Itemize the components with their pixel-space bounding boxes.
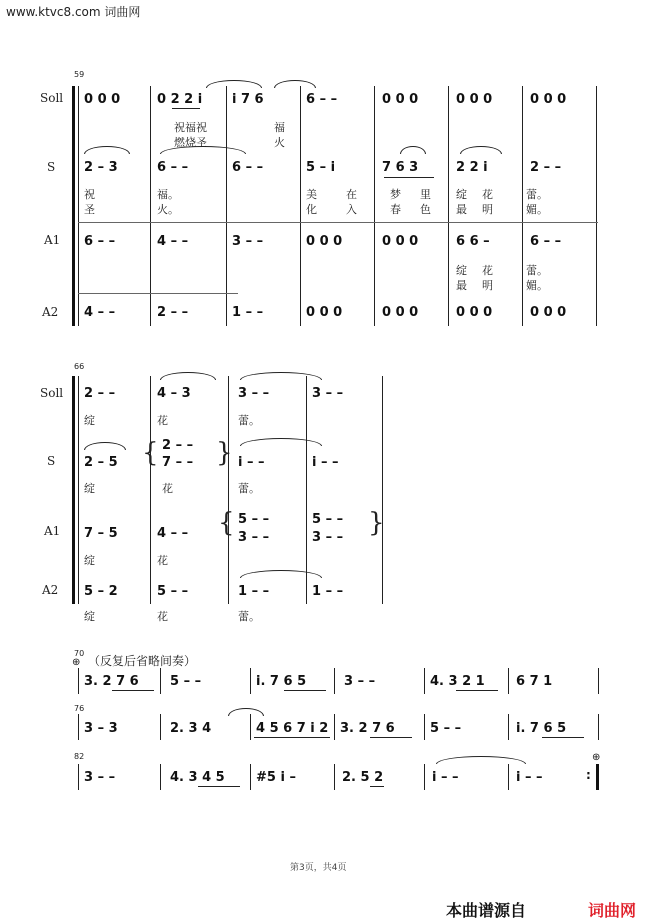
soll-measure-6: 0 0 0 <box>456 92 493 107</box>
tie-line <box>78 293 238 294</box>
soll-lyric-1b: 福 <box>274 121 285 134</box>
a1-measure-4: 0 0 0 <box>306 234 343 249</box>
a1-lyric-2-1: 最 <box>456 279 467 292</box>
interlude-1-m2: 5 – – <box>170 674 202 689</box>
s-lyric-2-4: 入 <box>346 203 357 216</box>
s-lyric-1-6: 里 <box>420 188 431 201</box>
a1-measure-5: 0 0 0 <box>382 234 419 249</box>
a1-lyric-1-2: 花 <box>482 264 493 277</box>
interlude-1-m4: 3 – – <box>344 674 376 689</box>
a2-measure-3: 1 – – <box>232 305 264 320</box>
a1-lyric-2: 花 <box>157 554 168 567</box>
tie <box>240 372 322 380</box>
a1-measure-1: 7 – 5 <box>84 526 118 541</box>
bar-line <box>508 764 509 790</box>
bar-line <box>448 86 449 326</box>
part-label-a1: A1 <box>44 233 61 247</box>
a2-lyric-2: 花 <box>157 610 168 623</box>
s-lyric-1-4: 在 <box>346 188 357 201</box>
interlude-3-m4: 2. 5 2 <box>342 770 384 785</box>
s-lyric-2-5: 春 <box>390 203 401 216</box>
bar-line <box>334 714 335 740</box>
s-measure-6: 2 2 i <box>456 160 488 175</box>
bar-line <box>598 714 599 740</box>
a2-measure-2: 2 – – <box>157 305 189 320</box>
s-lyric-2-8: 明 <box>482 203 493 216</box>
soll-lyric-1: 祝福祝 <box>174 121 207 134</box>
bar-line <box>160 668 161 694</box>
bar-line <box>374 86 375 326</box>
part-label-a2: A2 <box>42 583 59 597</box>
a1-upper-3: 5 – – <box>238 512 270 527</box>
a1-upper-4: 5 – – <box>312 512 344 527</box>
a2-measure-3: 1 – – <box>238 584 270 599</box>
interlude-3-m6: i – – <box>516 770 543 785</box>
bar-line <box>150 376 151 604</box>
underline <box>284 690 326 691</box>
s-measure-7: 2 – – <box>530 160 562 175</box>
system-bracket <box>72 376 75 604</box>
s-lyric-2-7: 最 <box>456 203 467 216</box>
voice-brace: } <box>368 508 385 538</box>
s-upper-voice: 2 – – <box>162 438 194 453</box>
bar-line <box>160 714 161 740</box>
bar-line <box>300 86 301 326</box>
bar-line <box>424 714 425 740</box>
s-lyric-2-6: 色 <box>420 203 431 216</box>
tie <box>436 756 526 764</box>
tie <box>84 442 126 450</box>
a1-measure-1: 6 – – <box>84 234 116 249</box>
repeat-note: （反复后省略间奏） <box>88 654 197 668</box>
interlude-1-m6: 6 7 1 <box>516 674 553 689</box>
interlude-2-m1: 3 – 3 <box>84 721 118 736</box>
a2-lyric-3: 蕾。 <box>238 610 260 623</box>
tie <box>206 80 262 88</box>
bar-line <box>78 668 79 694</box>
brand-source <box>446 898 526 921</box>
a1-measure-2: 4 – – <box>157 234 189 249</box>
soll-measure-4: 3 – – <box>312 386 344 401</box>
s-lyric-1: 绽 <box>84 482 95 495</box>
bar-line <box>78 714 79 740</box>
soll-measure-2: 0 2 2 i <box>157 92 203 107</box>
a1-measure-3: 3 – – <box>238 530 270 545</box>
soll-measure-1: 2 – – <box>84 386 116 401</box>
bar-line <box>78 764 79 790</box>
a2-measure-4: 1 – – <box>312 584 344 599</box>
watermark: www.ktvc8.com 词曲网 <box>6 5 141 19</box>
underline <box>384 177 434 178</box>
a2-measure-1: 5 – 2 <box>84 584 118 599</box>
bar-line <box>598 668 599 694</box>
bar-line <box>334 764 335 790</box>
bar-line <box>250 764 251 790</box>
bar-line <box>306 376 307 604</box>
brand-name: 词曲网 <box>588 901 637 920</box>
underline <box>254 737 330 738</box>
underline <box>172 108 200 109</box>
voice-brace: } <box>216 438 233 468</box>
interlude-3-m2: 4. 3 4 5 <box>170 770 225 785</box>
underline <box>112 690 154 691</box>
part-label-soll: Soll <box>40 91 64 105</box>
tie-line <box>78 222 598 223</box>
a2-measure-1: 4 – – <box>84 305 116 320</box>
bar-line <box>424 764 425 790</box>
interlude-1-m3: i. 7 6 5 <box>256 674 307 689</box>
tie <box>274 80 316 88</box>
a2-measure-7: 0 0 0 <box>530 305 567 320</box>
a1-lyric-1-3: 蕾。 <box>526 264 548 277</box>
bar-line <box>78 86 79 326</box>
tie <box>84 146 130 154</box>
interlude-3-m3: #5 i – <box>256 770 296 785</box>
s-measure-1: 2 – 3 <box>84 160 118 175</box>
interlude-3-m5: i – – <box>432 770 459 785</box>
bar-line <box>78 376 79 604</box>
part-label-soll: Soll <box>40 386 64 400</box>
interlude-2-m3: 4 5 6 7 i 2 <box>256 721 329 736</box>
interlude-2-m2: 2. 3 4 <box>170 721 212 736</box>
bar-line <box>424 668 425 694</box>
a2-measure-5: 0 0 0 <box>382 305 419 320</box>
soll-measure-1: 0 0 0 <box>84 92 121 107</box>
soll-measure-2: 4 – 3 <box>157 386 191 401</box>
underline <box>198 786 240 787</box>
part-label-s: S <box>47 454 56 468</box>
measure-number: 70 <box>74 649 85 658</box>
bar-line <box>250 714 251 740</box>
bar-line <box>150 86 151 326</box>
part-label-a1: A1 <box>44 524 61 538</box>
tie <box>160 372 216 380</box>
bar-line <box>522 86 523 326</box>
bar-line <box>596 86 597 326</box>
a2-measure-2: 5 – – <box>157 584 189 599</box>
measure-number: 59 <box>74 70 85 79</box>
underline <box>542 737 584 738</box>
s-lyric-2-3: 化 <box>306 203 317 216</box>
soll-measure-3: 3 – – <box>238 386 270 401</box>
a1-measure-6: 6 6 – <box>456 234 490 249</box>
tie <box>240 438 322 446</box>
bar-line <box>228 376 229 604</box>
part-label-s: S <box>47 160 56 174</box>
coda-icon: ⊕ <box>592 752 601 763</box>
s-lyric-3: 蕾。 <box>238 482 260 495</box>
interlude-2-m4: 3. 2 7 6 <box>340 721 395 736</box>
soll-measure-3: i 7 6 <box>232 92 264 107</box>
a1-lyric-2-3: 媚。 <box>526 279 548 292</box>
tie <box>228 708 264 716</box>
s-lyric-1-5: 梦 <box>390 188 401 201</box>
s-measure-5: 7 6 3 <box>382 160 419 175</box>
brand-left: 本曲谱源自 <box>446 901 527 920</box>
system-bracket <box>72 86 75 326</box>
tie <box>240 570 322 578</box>
bar-line <box>226 86 227 326</box>
bar-line <box>508 668 509 694</box>
a2-measure-4: 0 0 0 <box>306 305 343 320</box>
s-lyric-1-3: 美 <box>306 188 317 201</box>
a1-measure-2: 4 – – <box>157 526 189 541</box>
soll-lyric-3: 蕾。 <box>238 414 260 427</box>
interlude-2-m6: i. 7 6 5 <box>516 721 567 736</box>
a1-measure-3: 3 – – <box>232 234 264 249</box>
a1-measure-4: 3 – – <box>312 530 344 545</box>
soll-measure-5: 0 0 0 <box>382 92 419 107</box>
s-measure-2: 7 – – <box>162 455 194 470</box>
bar-line <box>334 668 335 694</box>
final-barline <box>596 764 599 790</box>
interlude-2-m5: 5 – – <box>430 721 462 736</box>
s-lyric-2-9: 媚。 <box>526 203 548 216</box>
repeat-dots: : <box>586 768 591 782</box>
soll-lyric-1: 绽 <box>84 414 95 427</box>
underline <box>370 786 384 787</box>
a1-lyric-2-2: 明 <box>482 279 493 292</box>
s-lyric-2: 花 <box>162 482 173 495</box>
a1-lyric-1-1: 绽 <box>456 264 467 277</box>
s-measure-2: 6 – – <box>157 160 189 175</box>
soll-lyric-2b: 火 <box>274 136 285 149</box>
bar-line <box>250 668 251 694</box>
s-measure-1: 2 – 5 <box>84 455 118 470</box>
s-lyric-2-1: 圣 <box>84 203 95 216</box>
soll-lyric-2: 燃烧圣 <box>174 136 207 149</box>
interlude-3-m1: 3 – – <box>84 770 116 785</box>
bar-line <box>160 764 161 790</box>
s-measure-4: i – – <box>312 455 339 470</box>
soll-lyric-2: 花 <box>157 414 168 427</box>
s-lyric-1-9: 蕾。 <box>526 188 548 201</box>
s-lyric-1-1: 祝 <box>84 188 95 201</box>
a2-measure-6: 0 0 0 <box>456 305 493 320</box>
bar-line <box>382 376 383 604</box>
measure-number: 76 <box>74 704 85 713</box>
s-lyric-2-2: 火。 <box>157 203 179 216</box>
voice-brace: { <box>142 438 159 468</box>
s-measure-4: 5 – i <box>306 160 336 175</box>
segno-icon: ⊕ <box>72 657 81 668</box>
s-lyric-1-7: 绽 <box>456 188 467 201</box>
a1-lyric-1: 绽 <box>84 554 95 567</box>
s-lyric-1-8: 花 <box>482 188 493 201</box>
measure-number: 82 <box>74 752 85 761</box>
interlude-1-m1: 3. 2 7 6 <box>84 674 139 689</box>
interlude-1-m5: 4. 3 2 1 <box>430 674 485 689</box>
tie <box>460 146 502 154</box>
part-label-a2: A2 <box>42 305 59 319</box>
underline <box>456 690 498 691</box>
tie <box>400 146 426 154</box>
tie <box>160 146 246 154</box>
s-measure-3: 6 – – <box>232 160 264 175</box>
soll-measure-7: 0 0 0 <box>530 92 567 107</box>
a1-measure-7: 6 – – <box>530 234 562 249</box>
voice-brace: { <box>218 508 235 538</box>
measure-number: 66 <box>74 362 85 371</box>
s-lyric-1-2: 福。 <box>157 188 179 201</box>
underline <box>370 737 412 738</box>
page-footer: 第3页，共4页 <box>290 863 347 873</box>
soll-measure-4: 6 – – <box>306 92 338 107</box>
bar-line <box>508 714 509 740</box>
s-measure-3: i – – <box>238 455 265 470</box>
a2-lyric-1: 绽 <box>84 610 95 623</box>
